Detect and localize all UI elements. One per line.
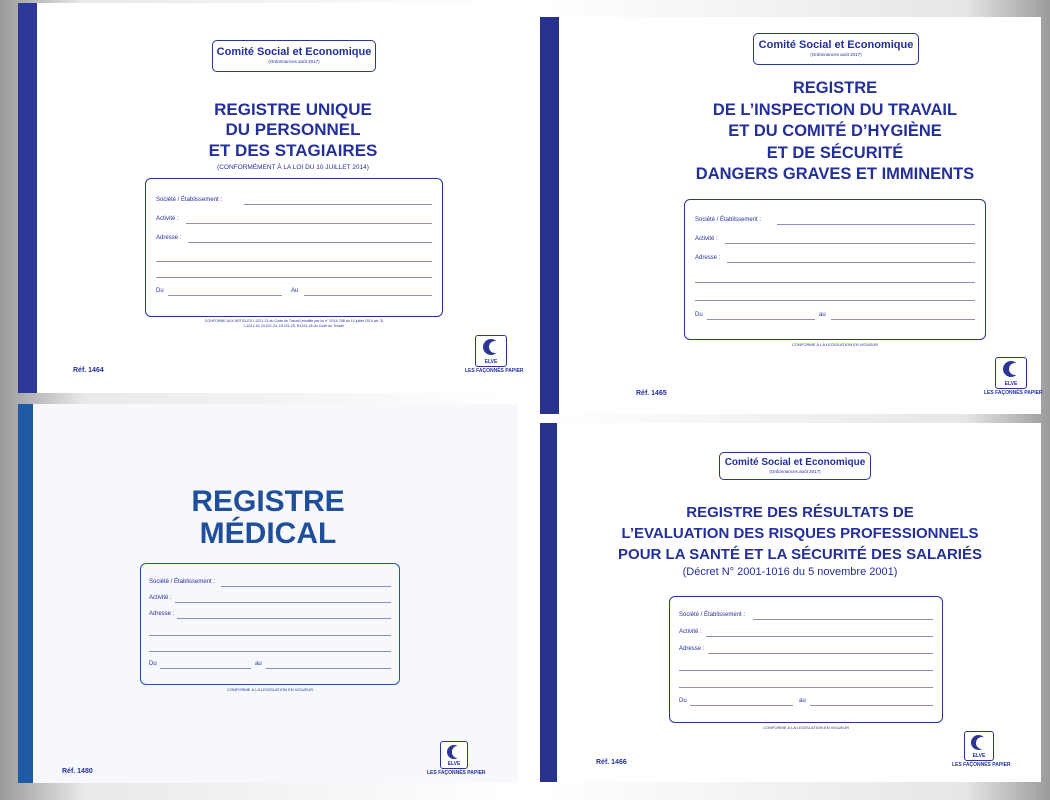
adresse-label: Adresse : [156,235,182,241]
elve-mark-text: ELVE [1004,381,1018,387]
au-label: Au [291,288,299,294]
elve-mark-text: ELVE [484,359,498,365]
elve-brand: LES FAÇONNÉS PAPIER [465,368,524,374]
cse-subtitle: (Ordonnances août 2017) [810,52,862,57]
activite-label: Activité : [149,595,172,601]
register-title [138,486,398,550]
elve-logo-mark [995,357,1027,389]
title-line: DANGERS GRAVES ET IMMINENTS [695,165,975,183]
blank-line [679,670,933,671]
conformity-note: CONFORME À LA LEGISLATION EN VIGUEUR [227,687,313,692]
societe-label: Société / Établissement : [679,612,746,618]
blank-line [695,282,975,283]
societe-label: Société / Établissement : [156,197,223,203]
adresse-line [708,653,933,654]
blank-line [149,635,391,636]
form-row-activite [679,629,933,637]
register-title [138,100,448,161]
adresse-line [188,242,432,243]
cover-side-band [18,404,33,783]
elve-logo-mark [475,335,507,367]
title-line: ET DES STAGIAIRES [208,140,378,160]
conformity-line: CONFORME AUX ARTICLES L1221-13 du Code du Travail (modifié par loi n° 2014-788 du 10 juillet 2014 art. 3) [204,319,384,323]
cse-title: Comité Social et Economique [758,39,914,51]
cover-side-band [540,17,559,414]
cse-label-box [212,40,376,72]
register-cover-1465 [540,17,1041,414]
form-row-activite [156,216,432,224]
activite-label: Activité : [695,236,718,242]
title-line: MÉDICAL [199,517,337,550]
adresse-line [177,618,391,619]
elve-mark-text: ELVE [972,753,986,759]
reference-number: Réf. 1466 [596,759,627,766]
title-line: L’EVALUATION DES RISQUES PROFESSIONNELS [621,525,979,542]
societe-label: Société / Établissement : [695,217,762,223]
register-cover-1464 [18,3,524,393]
crescent-icon [447,745,461,759]
blank-line [149,651,391,652]
cover-side-band [18,3,37,393]
elve-brand: LES FAÇONNÉS PAPIER [427,770,486,776]
title-line: REGISTRE [792,79,878,97]
conformity-note: CONFORME À LA LEGISLATION EN VIGUEUR [763,725,849,730]
elve-logo [952,731,1011,768]
title-line: POUR LA SANTÉ ET LA SÉCURITÉ DES SALARIÉS [618,546,982,563]
au-line [831,319,975,320]
register-title [570,502,1030,565]
form-row-societe [149,579,391,587]
register-title [660,78,1010,186]
crescent-icon [483,339,499,355]
elve-brand: LES FAÇONNÉS PAPIER [952,762,1011,768]
elve-logo-mark [964,731,994,761]
au-label: au [799,698,806,704]
blank-line [695,300,975,301]
activite-label: Activité : [679,629,702,635]
identification-form [140,563,400,685]
elve-logo [465,335,524,374]
cse-title: Comité Social et Economique [724,457,866,468]
activite-line [175,602,391,603]
du-label: Du [149,661,157,667]
title-line: DU PERSONNEL [225,120,361,140]
form-row-societe [679,612,933,620]
au-line [266,668,391,669]
societe-line [753,619,933,620]
cover-side-band [540,423,557,782]
identification-form [684,199,986,340]
cse-subtitle: (Ordonnances août 2017) [268,59,320,64]
cse-title: Comité Social et Economique [216,46,372,58]
form-row-adresse [156,235,432,243]
societe-line [244,204,432,205]
identification-form [145,178,443,317]
elve-mark-text: ELVE [447,761,461,767]
form-row-dates [679,698,933,706]
blank-line [156,277,432,278]
du-line [160,668,251,669]
elve-logo-mark [440,741,468,769]
blank-line [679,687,933,688]
reference-number: Réf. 1465 [636,390,667,397]
form-row-societe [156,197,432,205]
societe-label: Société / Établissement : [149,579,216,585]
conformity-note: CONFORME À LA LEGISLATION EN VIGUEUR [792,342,878,347]
societe-line [777,224,975,225]
cse-label-box [753,33,919,65]
du-line [707,319,815,320]
activite-line [186,223,432,224]
register-subtitle: (CONFORMÉMENT À LA LOI DU 10 JUILLET 2014) [217,164,369,171]
form-row-blank [149,628,391,636]
form-row-dates [695,312,975,320]
form-row-blank [679,680,933,688]
activite-line [706,636,933,637]
form-row-activite [695,236,975,244]
du-label: Du [156,288,164,294]
au-line [304,295,432,296]
form-row-blank [149,644,391,652]
conformity-line: L1221-15, D1221-24, D1221-25, R1221-26 du Code du Travail [244,324,344,328]
title-line: REGISTRE DES RÉSULTATS DE [686,504,914,521]
adresse-label: Adresse : [695,255,721,261]
register-cover-1480 [18,404,518,783]
form-row-adresse [695,255,975,263]
form-row-activite [149,595,391,603]
title-line: REGISTRE [191,485,345,518]
form-row-blank [695,275,975,283]
form-row-blank [695,293,975,301]
register-cover-1466 [540,423,1041,782]
title-line: ET DE SÉCURITÉ [766,143,904,162]
du-label: Du [695,312,703,318]
form-row-dates [156,288,432,296]
form-row-dates [149,661,391,669]
adresse-label: Adresse : [149,611,175,617]
form-row-adresse [149,611,391,619]
elve-brand: LES FAÇONNÉS PAPIER [984,390,1043,396]
title-line: DE L’INSPECTION DU TRAVAIL [712,100,958,119]
form-row-societe [695,217,975,225]
reference-number: Réf. 1464 [73,367,104,374]
elve-logo [427,741,486,776]
au-label: au [819,312,826,318]
au-label: au [255,661,262,667]
societe-line [221,586,391,587]
form-row-blank [156,270,432,278]
au-line [810,705,933,706]
identification-form [669,596,943,723]
du-label: Du [679,698,687,704]
form-row-blank [679,663,933,671]
adresse-label: Adresse : [679,646,705,652]
elve-logo [984,357,1043,396]
activite-line [725,243,975,244]
du-line [168,295,282,296]
title-line: REGISTRE UNIQUE [214,100,372,119]
crescent-icon [1003,361,1019,377]
cse-subtitle: (Ordonnances août 2017) [769,469,821,474]
blank-line [156,261,432,262]
form-row-adresse [679,646,933,654]
activite-label: Activité : [156,216,179,222]
adresse-line [727,262,975,263]
reference-number: Réf. 1480 [62,768,93,775]
du-line [690,705,793,706]
title-line: ET DU COMITÉ D’HYGIÈNE [728,122,942,140]
register-subtitle: (Décret N° 2001-1016 du 5 novembre 2001) [682,566,898,578]
cse-label-box [719,452,871,480]
form-row-blank [156,254,432,262]
crescent-icon [971,735,986,750]
